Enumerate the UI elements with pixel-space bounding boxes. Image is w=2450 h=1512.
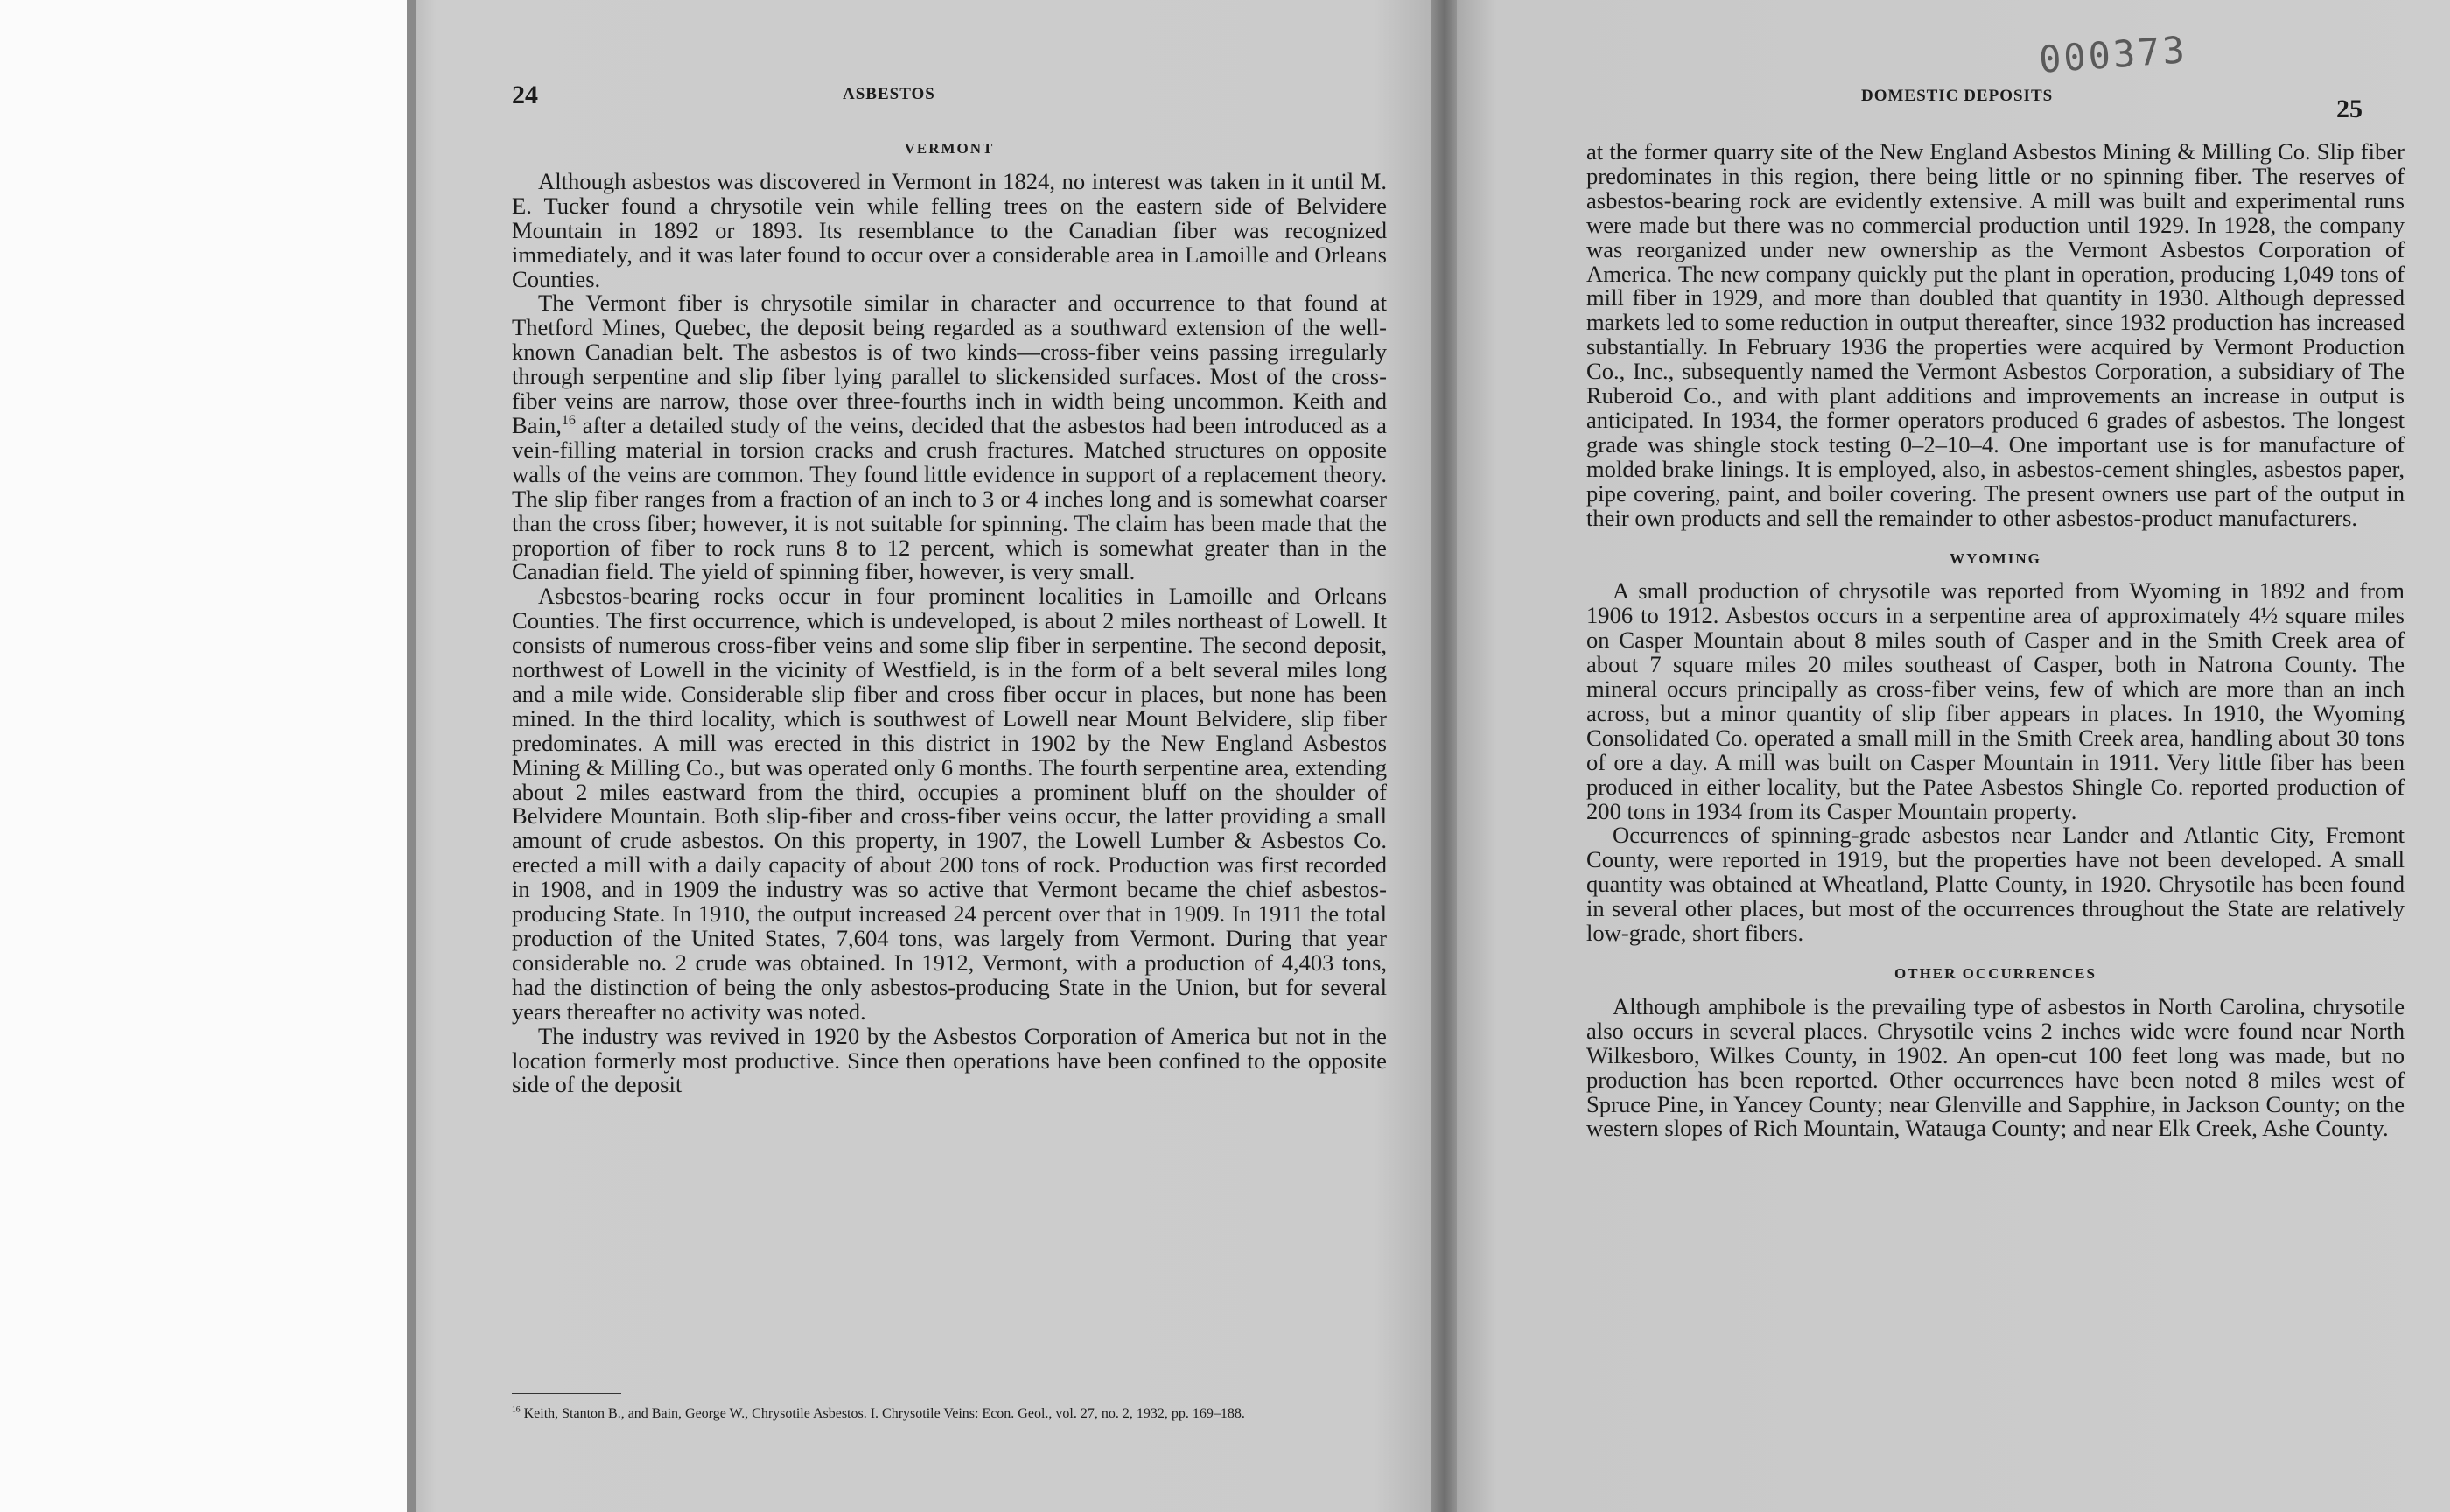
running-head: DOMESTIC DEPOSITS xyxy=(1861,87,2054,105)
paragraph: at the former quarry site of the New England Asbestos Mining & Milling Co. Slip fiber predominates in this region, there being little or no spinning fiber. The reserves of asbestos-bearing rock are evidently extensive. A mill was built and experimental runs were made but there was no commercial production until 1929. In 1928, the company was reorganized under new ownership as the Vermont Asbestos Corporation of America. The new company quickly put the plant in operation, producing 1,049 tons of mill fiber in 1929, and more than doubled that quantity in 1930. Although depressed markets led to some reduction in output thereafter, since 1932 production has increased substantially. In February 1936 the properties were acquired by Vermont Production Co., Inc., subsequently named the Vermont Asbestos Corporation, a subsidiary of The Ruberoid Co., and with plant additions and improvements an increase in output is anticipated. In 1934, the former operators produced 6 grades of asbestos. The longest grade was shingle stock testing 0–2–10–4. One important use is for manufacture of molded brake linings. It is employed, also, in asbestos-cement shingles, asbestos paper, pipe covering, paint, and boiler covering. The present owners use part of the output in their own products and sell the remainder to other asbestos-product manufacturers. xyxy=(1586,138,2404,531)
section-title-other-occurrences: OTHER OCCURRENCES xyxy=(1894,965,2096,982)
right-page xyxy=(1457,0,2450,1512)
footnote: $^{16}$ Keith, Stanton B., and Bain, George W., Chrysotile Asbestos. I. Chrysotile Veins: Econ. Geol., vol. 27, no. 2, 1932, pp. 169–188. xyxy=(512,1404,1245,1421)
paragraph: A small production of chrysotile was reported from Wyoming in 1892 and from 1906 to 1912. Asbestos occurs in a serpentine area of approximately 4½ square miles on Casper Mountain about 8 miles south of Casper and in the Smith Creek area of about 7 square miles 20 miles southeast of Casper, both in Natrona County. The mineral occurs principally as cross-fiber veins, few of which are more than an inch across, but a minor quantity of slip fiber appears in places. In 1910, the Wyoming Consolidated Co. operated a small mill in the Smith Creek area, handling about 30 tons of ore a day. A mill was built on Casper Mountain in 1911. Very little fiber has been produced in either locality, but the Patee Asbestos Shingle Co. reported production of 200 tons in 1934 from its Casper Mountain property. xyxy=(1586,578,2404,824)
footnote-ref: 16 xyxy=(561,413,576,429)
left-body xyxy=(512,136,1387,1097)
page-number: 25 xyxy=(2336,94,2362,123)
section-title-wyoming: WYOMING xyxy=(1950,550,2041,567)
paragraph: Asbestos-bearing rocks occur in four prominent localities in Lamoille and Orleans Counties. The first occurrence, which is undeveloped, is about 2 miles northeast of Lowell. It consists of numerous cross-fiber veins and some slip fiber in serpentine. The second deposit, northwest of Lowell in the vicinity of Westfield, is in the form of a belt several miles long and a mile wide. Considerable slip fiber and cross fiber occur in places, but none has been mined. In the third locality, which is southwest of Lowell near Mount Belvidere, slip fiber predominates. A mill was erected in this district in 1902 by the New England Asbestos Mining & Milling Co., but was operated only 6 months. The fourth serpentine area, extending about 2 miles eastward from the third, occupies a prominent bluff on the shoulder of Belvidere Mountain. Both slip-fiber and cross-fiber veins occur, the latter providing a small amount of crude asbestos. On this property, in 1907, the Lowell Lumber & Asbestos Co. erected a mill with a daily capacity of about 200 tons of rock. Production was first recorded in 1908, and in 1909 the industry was so active that Vermont became the chief asbestos-producing State. In 1910, the output increased 24 percent over that in 1909. In 1911 the total production of the United States, 7,604 tons, was largely from Vermont. During that year considerable no. 2 crude was obtained. In 1912, Vermont, with a production of 4,403 tons, had the distinction of being the only asbestos-producing State in the Union, but for several years thereafter no activity was noted. xyxy=(512,583,1387,1025)
paragraph: Although amphibole is the prevailing type of asbestos in North Carolina, chrysotile also occurs in several places. Chrysotile veins 2 inches wide were found near North Wilkesboro, Wilkes County, in 1902. An open-cut 100 feet long was made, but no production has been reported. Other occurrences have been noted 8 miles west of Spruce Pine, in Yancey County; near Glenville and Sapphire, in Jackson County; on the western slopes of Rich Mountain, Watauga County; and near Elk Creek, Ashe County. xyxy=(1586,992,2404,1142)
book-gutter xyxy=(1432,0,1458,1512)
right-body xyxy=(1586,140,2404,1141)
paragraph: Occurrences of spinning-grade asbestos near Lander and Atlantic City, Fremont County, were reported in 1919, but the properties have not been developed. A small quantity was obtained at Wheatland, Platte County, in 1920. Chrysotile has been found in several other places, but most of the occurrences throughout the State are relatively low-grade, short fibers. xyxy=(1586,822,2404,947)
running-head: ASBESTOS xyxy=(843,85,935,103)
section-title-vermont: VERMONT xyxy=(904,140,995,157)
archive-stamp: 000373 xyxy=(2037,28,2189,81)
left-page xyxy=(416,0,1435,1512)
page-number: 24 xyxy=(512,80,538,109)
scan-margin xyxy=(0,0,407,1512)
paragraph: The industry was revived in 1920 by the Asbestos Corporation of America but not in the location formerly most productive. Since then operations have been confined to the opposite side of the deposit xyxy=(512,1022,1387,1098)
paragraph: Although asbestos was discovered in Vermont in 1824, no interest was taken in it until M. E. Tucker found a chrysotile vein while felling trees on the eastern side of Belvidere Mountain in 1892 or 1893. Its resemblance to the Canadian fiber was recognized immediately, and it was later found to occur over a considerable area in Lamoille and Orleans Counties. xyxy=(512,167,1387,292)
footnote-rule xyxy=(512,1393,621,1394)
book-edge xyxy=(407,0,416,1512)
paragraph: The Vermont fiber is chrysotile similar in character and occurrence to that found at Thetford Mines, Quebec, the deposit being regarded as a southward extension of the well-known Canadian belt. The asbestos is of two kinds—cross-fiber veins passing irregularly through serpentine and slip fiber lying parallel to slickensided surfaces. Most of the cross-fiber veins are narrow, those over three-fourths inch in width being uncommon. Keith and Bain,$^{16}$ after a detailed study of the veins, decided that the asbestos had been introduced as a vein-filling material in torsion cracks and crush fractures. Matched structures on opposite walls of the veins are common. They found little evidence in support of a replacement theory. The slip fiber ranges from a fraction of an inch to 3 or 4 inches long and is somewhat coarser than the cross fiber; however, it is not suitable for spinning. The claim has been made that the proportion of fiber to rock runs 8 to 12 percent, which is somewhat greater than in the Canadian field. The yield of spinning fiber, however, is very small. xyxy=(512,290,1387,585)
